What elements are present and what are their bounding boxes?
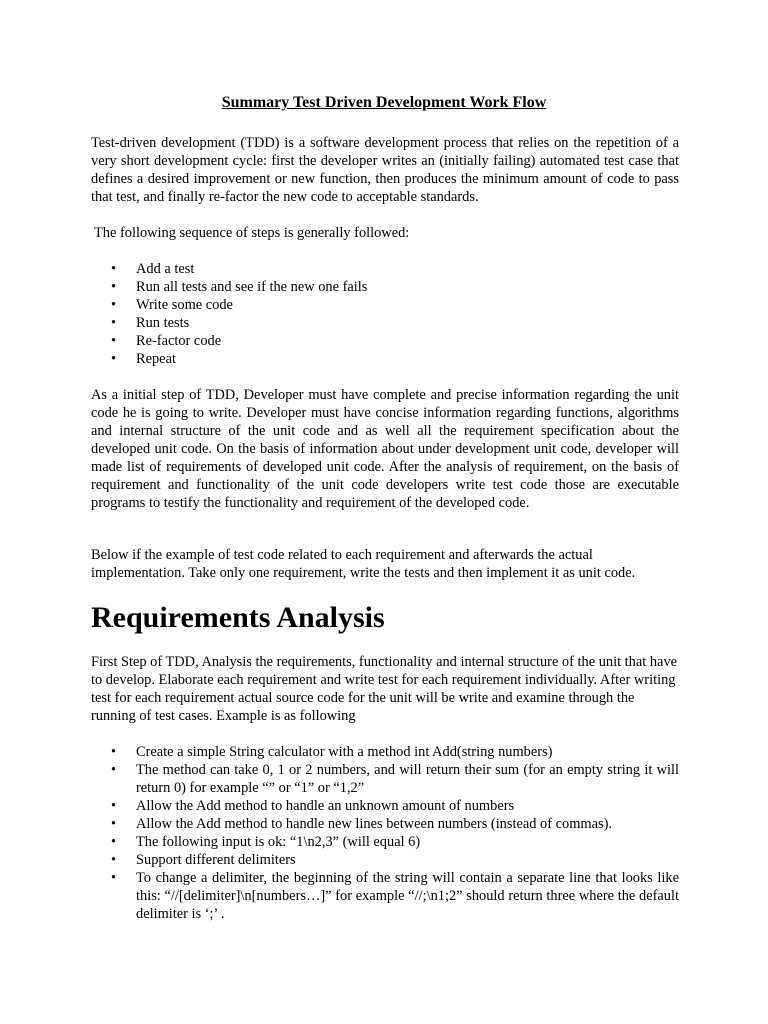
bullet-icon: • — [111, 852, 117, 868]
bullet-icon: • — [111, 798, 117, 814]
bullet-icon: • — [111, 870, 117, 886]
list-item: • Create a simple String calculator with a method int Add(string numbers) — [111, 744, 553, 760]
bullet-icon: • — [111, 816, 117, 832]
first-step-paragraph: First Step of TDD, Analysis the requirements, functionality and internal structure of the unit that have to develop. Elaborate each requirement and write test for each requirement individually. After writing test for each requirement actual source code for the unit will be write and examine through the running of test cases. Example is as following — [91, 654, 678, 724]
list-item: • The method can take 0, 1 or 2 numbers, and will return their sum (for an empty string it will return 0) for example “” or “1” or “1,2” — [111, 762, 679, 796]
list-item: • Write some code — [111, 297, 233, 313]
list-item: • Allow the Add method to handle new lines between numbers (instead of commas). — [111, 816, 612, 832]
bullet-icon: • — [111, 351, 117, 367]
list-item: • Repeat — [111, 351, 176, 367]
requirements-list — [91, 743, 679, 923]
steps-list — [91, 260, 691, 368]
bullet-icon: • — [111, 279, 117, 295]
list-item: • Allow the Add method to handle an unknown amount of numbers — [111, 798, 515, 814]
bullet-icon: • — [111, 297, 117, 313]
initial-step-paragraph: As a initial step of TDD, Developer must have complete and precise information regarding the unit code he is going to write. Developer must have concise information regarding functions, algorithms and internal structure of the unit code and as well all the requirement specification about the developed unit code. On the basis of information about under development unit code, developer will made list of requirements of developed unit code. After the analysis of requirement, on the basis of requirement and functionality of the unit code developers write test code those are executable programs to testify the functionality and requirement of the developed code. — [91, 387, 679, 511]
list-item: • Support different delimiters — [111, 852, 296, 868]
list-item: • The following input is ok: “1\n2,3” (will equal 6) — [111, 834, 421, 850]
bullet-icon: • — [111, 315, 117, 331]
bullet-icon: • — [111, 333, 117, 349]
list-item: • Run all tests and see if the new one fails — [111, 279, 368, 295]
list-item: • Add a test — [111, 261, 195, 277]
bullet-icon: • — [111, 762, 117, 778]
bullet-icon: • — [111, 744, 117, 760]
example-paragraph: Below if the example of test code related to each requirement and afterwards the actual implementation. Take only one requirement, write the tests and then implement it as unit code. — [91, 547, 636, 581]
intro-paragraph: Test-driven development (TDD) is a software development process that relies on the repetition of a very short development cycle: first the developer writes an (initially failing) automated test case that defines a desired improvement or new function, then produces the minimum amount of code to pass that test, and finally re-factor the new code to acceptable standards. — [91, 135, 679, 205]
document-title: Summary Test Driven Development Work Flow — [221, 94, 547, 111]
list-item: • To change a delimiter, the beginning of the string will contain a separate line that looks like this: “//[delimiter]\n[numbers…]” for example “//;\n1;2” should return three where the default delimiter is ‘;’ . — [111, 870, 679, 922]
section-heading: Requirements Analysis — [91, 601, 385, 634]
list-item: • Re-factor code — [111, 333, 222, 349]
bullet-icon: • — [111, 834, 117, 850]
steps-intro: The following sequence of steps is generally followed: — [94, 225, 410, 241]
bullet-icon: • — [111, 261, 117, 277]
list-item: • Run tests — [111, 315, 190, 331]
